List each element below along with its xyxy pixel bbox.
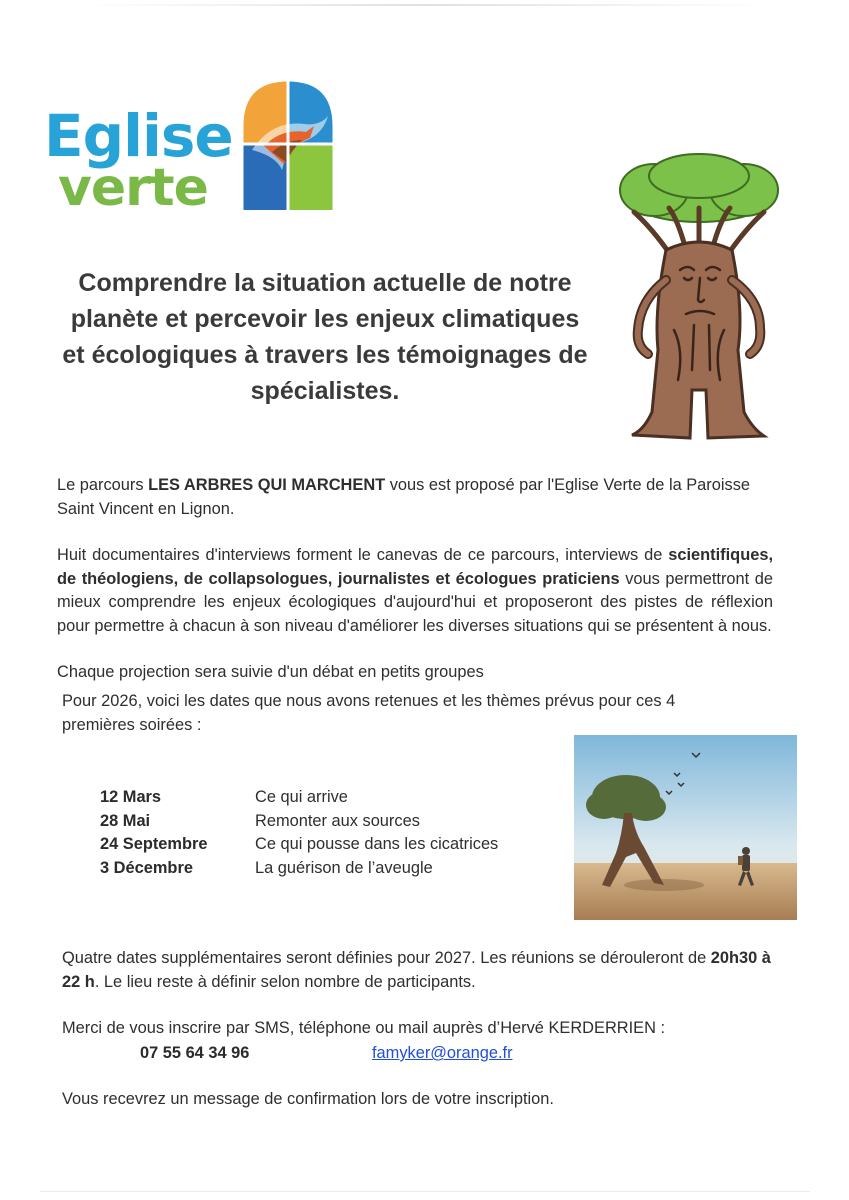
schedule-date: 24 Septembre	[100, 835, 208, 853]
intro-paragraph	[57, 474, 773, 521]
description-paragraph	[57, 544, 773, 638]
schedule-theme: Remonter aux sources	[255, 811, 420, 830]
schedule-date: 12 Mars	[100, 788, 162, 806]
schedule-list	[100, 786, 498, 880]
logo-word-verte: verte	[58, 158, 208, 218]
schedule-row	[100, 810, 498, 834]
intro-text-start: Le parcours	[57, 476, 149, 494]
eglise-verte-logo	[44, 80, 344, 218]
debate-note: Chaque projection sera suivie d'un débat en petits groupes	[57, 663, 484, 681]
schedule-date: 3 Décembre	[100, 858, 193, 877]
description-text-start: Huit documentaires d'interviews forment le canevas de ce parcours, interviews de	[57, 546, 669, 564]
signup-instructions: Merci de vous inscrire par SMS, téléphone ou mail auprès d’Hervé KERDERRIEN :	[62, 1019, 666, 1037]
intro-text-end: vous est proposé par l'Eglise Verte de la Paroisse Saint Vincent en Lignon.	[57, 476, 751, 518]
scan-edge-top	[80, 4, 770, 6]
schedule-row	[100, 833, 498, 857]
schedule-row	[100, 857, 498, 881]
speakers-list: scientifiques, de théologiens, de collapsologues, journalistes et écologues praticiens	[57, 546, 773, 588]
confirmation-note: Vous recevrez un message de confirmation lors de votre inscription.	[62, 1090, 554, 1108]
scan-edge-bottom	[40, 1191, 810, 1192]
stained-glass-dove-icon	[242, 80, 334, 210]
phone-number[interactable]: 07 55 64 34 96	[140, 1044, 250, 1062]
extra-text-start: Quatre dates supplémentaires seront définies pour 2027. Les réunions se dérouleront de	[62, 949, 711, 967]
page-title: Comprendre la situation actuelle de notre planète et percevoir les enjeux climatiques et écologiques à travers les témoignages de spécialistes.	[62, 269, 588, 405]
schedule-row	[100, 786, 498, 810]
extra-text-end: . Le lieu reste à définir selon nombre de participants.	[94, 972, 476, 991]
program-name: LES ARBRES QUI MARCHENT	[148, 476, 386, 494]
email-link[interactable]: famyker@orange.fr	[372, 1044, 513, 1062]
schedule-theme: La guérison de l’aveugle	[255, 858, 433, 877]
walking-tree-illustration	[614, 150, 784, 445]
meeting-time: 20h30 à 22 h	[62, 949, 771, 991]
walking-tree-photo	[574, 735, 797, 920]
extra-dates-paragraph	[62, 947, 772, 994]
schedule-theme: Ce qui pousse dans les cicatrices	[255, 835, 499, 853]
logo-word-eglise: Eglise	[44, 102, 233, 170]
dates-intro: Pour 2026, voici les dates que nous avons retenues et les thèmes prévus pour ces 4 premières soirées :	[62, 692, 676, 734]
description-text-end: vous permettront de mieux comprendre les enjeux écologiques d'aujourd'hui et proposeront des pistes de réflexion pour permettre à chacun à son niveau d'améliorer les diverses situations qui se présentent à nous.	[57, 569, 774, 635]
schedule-date: 28 Mai	[100, 811, 151, 830]
schedule-theme: Ce qui arrive	[255, 788, 348, 806]
contact-row	[140, 1042, 513, 1066]
